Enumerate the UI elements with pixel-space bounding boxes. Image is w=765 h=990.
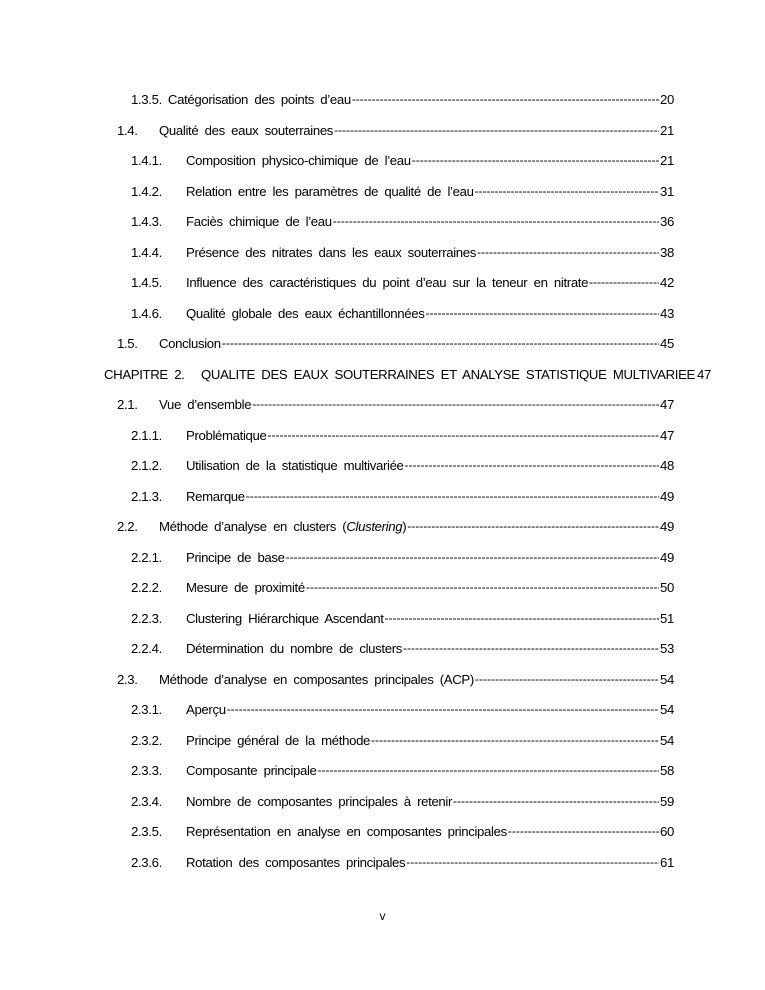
toc-entry-title-text: Influence des caractéristiques du point d’eau sur la teneur en nitrate — [186, 275, 589, 290]
toc-entry-title-text: Aperçu — [186, 702, 226, 717]
toc-entry-title — [186, 546, 285, 570]
toc-entry-page: 47 — [696, 366, 711, 382]
toc-row — [0, 668, 765, 692]
toc-entry[interactable] — [131, 241, 674, 265]
toc-entry-number: 2.1.2. — [131, 458, 162, 473]
toc-entry-title-text: Méthode d’analyse en clusters ( — [159, 519, 347, 534]
toc-row — [0, 637, 765, 661]
toc-entry-title-text: Présence des nitrates dans les eaux souterraines — [186, 244, 477, 260]
toc-entry-title — [186, 149, 411, 173]
toc-entry[interactable] — [131, 637, 674, 661]
toc-entry-number: 2.3.3. — [131, 763, 162, 778]
toc-row — [0, 393, 765, 417]
toc-entry-number: 2.1. — [117, 397, 138, 412]
toc-entry-number: 1.4.2. — [131, 183, 162, 199]
toc-entry-title-text: Composante principale — [186, 763, 317, 778]
toc-dot-leader — [352, 87, 659, 111]
toc-entry[interactable] — [104, 363, 711, 387]
toc-entry-title-suffix: ) — [402, 519, 407, 534]
toc-entry[interactable] — [131, 607, 674, 631]
toc-entry[interactable] — [131, 576, 674, 600]
toc-row — [0, 88, 765, 112]
toc-entry-page: 58 — [660, 763, 674, 778]
toc-dot-leader — [405, 453, 659, 477]
toc-entry-title — [186, 698, 226, 722]
toc-entry-page: 42 — [660, 275, 674, 290]
toc-entry-number: 2.2.1. — [131, 549, 162, 565]
toc-entry-title — [168, 88, 351, 112]
toc-entry-title-text: Problématique — [186, 427, 267, 443]
toc-dot-leader — [425, 301, 659, 325]
toc-entry-page: 60 — [660, 824, 674, 839]
toc-entry-title-text: Qualité globale des eaux échantillonnées — [186, 305, 425, 321]
toc-entry[interactable] — [131, 698, 674, 722]
toc-row — [0, 759, 765, 783]
toc-entry-title-text: Utilisation de la statistique multivariée — [186, 458, 404, 473]
toc-dot-leader — [246, 484, 659, 508]
toc-dot-leader — [475, 179, 659, 203]
toc-dot-leader — [286, 545, 659, 569]
toc-entry-page: 43 — [660, 305, 674, 321]
toc-entry-number: 1.4. — [117, 122, 138, 138]
toc-entry-page: 49 — [660, 519, 674, 534]
toc-entry-title-text: Catégorisation des points d’eau — [167, 92, 351, 107]
toc-entry-page: 49 — [660, 488, 674, 504]
toc-entry-number: 2.1.3. — [131, 488, 162, 504]
toc-entry-title-text: Principe général de la méthode — [186, 732, 371, 748]
toc-row — [0, 119, 765, 143]
toc-entry-title — [186, 210, 332, 234]
toc-row — [0, 363, 765, 387]
toc-dot-leader — [508, 819, 659, 843]
toc-entry-title — [186, 820, 507, 844]
toc-entry[interactable] — [131, 851, 674, 875]
toc-entry-title — [186, 729, 370, 753]
toc-entry[interactable] — [117, 515, 674, 539]
toc-entry-title — [186, 851, 405, 875]
toc-row — [0, 149, 765, 173]
toc-dot-leader — [403, 636, 659, 660]
toc-row — [0, 271, 765, 295]
toc-entry-page: 54 — [660, 732, 674, 748]
toc-entry-number: 1.5. — [117, 336, 138, 351]
toc-entry-page: 31 — [660, 183, 674, 199]
toc-entry[interactable] — [131, 88, 674, 112]
toc-entry-title — [159, 119, 333, 143]
toc-entry-number: CHAPITRE 2. — [104, 366, 185, 382]
toc-row — [0, 424, 765, 448]
toc-entry-title-text: Faciès chimique de l’eau — [186, 214, 332, 229]
toc-entry-title — [186, 759, 317, 783]
toc-entry-page: 38 — [660, 244, 674, 260]
toc-entry-page: 20 — [660, 92, 674, 107]
toc-dot-leader — [318, 758, 659, 782]
toc-entry[interactable] — [131, 729, 674, 753]
toc-entry-title-text: Composition physico-chimique de l’eau — [186, 153, 411, 168]
toc-row — [0, 332, 765, 356]
toc-entry-title — [186, 180, 474, 204]
toc-entry-title-text: Mesure de proximité — [186, 580, 305, 595]
toc-entry[interactable] — [131, 149, 674, 173]
toc-row — [0, 302, 765, 326]
toc-entry-title-text: Vue d’ensemble — [159, 397, 252, 412]
toc-row — [0, 180, 765, 204]
toc-entry[interactable] — [117, 668, 674, 692]
toc-entry[interactable] — [131, 485, 674, 509]
toc-entry[interactable] — [131, 454, 674, 478]
toc-dot-leader — [333, 209, 659, 233]
toc-entry-page: 59 — [660, 793, 674, 809]
toc-entry-number: 2.3. — [117, 671, 138, 687]
toc-row — [0, 210, 765, 234]
toc-entry-page: 53 — [660, 641, 674, 656]
toc-entry-title — [159, 332, 221, 356]
toc-row — [0, 485, 765, 509]
toc-entry-page: 50 — [660, 580, 674, 595]
toc-entry[interactable] — [131, 820, 674, 844]
toc-entry-page: 54 — [660, 702, 674, 717]
toc-entry[interactable] — [131, 759, 674, 783]
toc-entry-number: 1.4.5. — [131, 275, 162, 290]
toc-dot-leader — [406, 850, 659, 874]
toc-entry[interactable] — [117, 393, 674, 417]
toc-entry-title — [201, 363, 695, 387]
page-number-footer: v — [379, 909, 386, 923]
toc-dot-leader — [306, 575, 659, 599]
toc-entry-number: 2.3.2. — [131, 732, 162, 748]
toc-dot-leader — [412, 148, 659, 172]
toc-entry-page: 51 — [660, 610, 674, 626]
toc-entry-number: 2.2.4. — [131, 641, 162, 656]
toc-entry-title-text: Qualité des eaux souterraines — [159, 122, 334, 138]
toc-row — [0, 576, 765, 600]
toc-row — [0, 820, 765, 844]
toc-entry-number: 2.1.1. — [131, 427, 162, 443]
toc-entry[interactable] — [117, 332, 674, 356]
toc-entry-title-text: Rotation des composantes principales — [186, 854, 406, 870]
toc-row — [0, 729, 765, 753]
toc-entry-title-text: Méthode d’analyse en composantes principales (ACP) — [159, 671, 474, 687]
toc-entry-number: 1.4.1. — [131, 153, 162, 168]
toc-entry-title — [159, 668, 474, 692]
toc-entry-page: 47 — [660, 397, 674, 412]
toc-entry[interactable] — [131, 424, 674, 448]
toc-entry-number: 1.3.5. — [131, 92, 162, 107]
toc-entry-title — [186, 302, 424, 326]
toc-row — [0, 790, 765, 814]
toc-dot-leader — [334, 118, 659, 142]
toc-entry-number: 2.2.3. — [131, 610, 162, 626]
toc-dot-leader — [477, 240, 659, 264]
toc-row — [0, 851, 765, 875]
toc-entry-page: 54 — [660, 671, 674, 687]
toc-entry-title-text: Représentation en analyse en composantes principales — [186, 824, 507, 839]
toc-entry[interactable] — [131, 546, 674, 570]
toc-entry-title — [159, 515, 406, 539]
toc-entry[interactable] — [131, 790, 674, 814]
toc-dot-leader — [268, 423, 660, 447]
toc-entry-title — [186, 454, 404, 478]
toc-row — [0, 546, 765, 570]
toc-entry-number: 1.4.4. — [131, 244, 162, 260]
toc-entry-title — [186, 637, 402, 661]
toc-entry-title — [186, 576, 305, 600]
toc-entry-number: 2.3.4. — [131, 793, 162, 809]
toc-dot-leader — [475, 667, 659, 691]
toc-dot-leader — [453, 789, 659, 813]
toc-dot-leader — [407, 514, 659, 538]
toc-entry-page: 61 — [660, 854, 674, 870]
toc-entry-title-text: Nombre de composantes principales à retenir — [186, 793, 453, 809]
toc-row — [0, 241, 765, 265]
toc-entry-number: 2.2. — [117, 519, 138, 534]
toc-row — [0, 698, 765, 722]
toc-entry-title-text: Relation entre les paramètres de qualité de l’eau — [186, 183, 474, 199]
toc-entry-page: 21 — [660, 122, 674, 138]
toc-dot-leader — [252, 392, 659, 416]
toc-row — [0, 454, 765, 478]
toc-row — [0, 607, 765, 631]
toc-entry-title — [159, 393, 251, 417]
toc-dot-leader — [371, 728, 659, 752]
toc-entry-title — [186, 485, 245, 509]
toc-entry-number: 1.4.6. — [131, 305, 162, 321]
toc-entry-number: 2.3.5. — [131, 824, 162, 839]
toc-entry[interactable] — [131, 180, 674, 204]
toc-dot-leader — [227, 697, 659, 721]
toc-entry-title-text: Clustering Hiérarchique Ascendant — [186, 610, 384, 626]
toc-entry-page: 36 — [660, 214, 674, 229]
toc-dot-leader — [222, 331, 659, 355]
toc-entry[interactable] — [131, 210, 674, 234]
toc-entry[interactable] — [117, 119, 674, 143]
toc-entry-page: 21 — [660, 153, 674, 168]
toc-entry-title-text: Détermination du nombre de clusters — [186, 641, 402, 656]
toc-entry[interactable] — [131, 302, 674, 326]
toc-entry-number: 2.3.1. — [131, 702, 162, 717]
toc-entry-title — [186, 790, 452, 814]
toc-entry-number: 1.4.3. — [131, 214, 162, 229]
toc-entry-title — [186, 241, 476, 265]
toc-entry-page: 45 — [660, 336, 674, 351]
toc-entry-page: 48 — [660, 458, 674, 473]
toc-entry-title — [186, 607, 384, 631]
toc-entry-title-text: QUALITE DES EAUX SOUTERRAINES ET ANALYSE STATISTIQUE MULTIVARIEE — [201, 366, 695, 382]
toc-row — [0, 515, 765, 539]
toc-entry-title — [186, 271, 588, 295]
toc-entry-title-text: Principe de base — [186, 549, 285, 565]
toc-entry[interactable] — [131, 271, 674, 295]
toc-entry-number: 2.3.6. — [131, 854, 162, 870]
toc-entry-number: 2.2.2. — [131, 580, 162, 595]
toc-entry-page: 49 — [660, 549, 674, 565]
toc-entry-title — [186, 424, 267, 448]
toc-entry-page: 47 — [660, 427, 674, 443]
toc-entry-title-text: Remarque — [186, 488, 245, 504]
toc-dot-leader — [385, 606, 660, 630]
toc-dot-leader — [589, 270, 659, 294]
toc-entry-title-text: Conclusion — [159, 336, 221, 351]
toc-entry-title-italic: Clustering — [346, 519, 403, 534]
